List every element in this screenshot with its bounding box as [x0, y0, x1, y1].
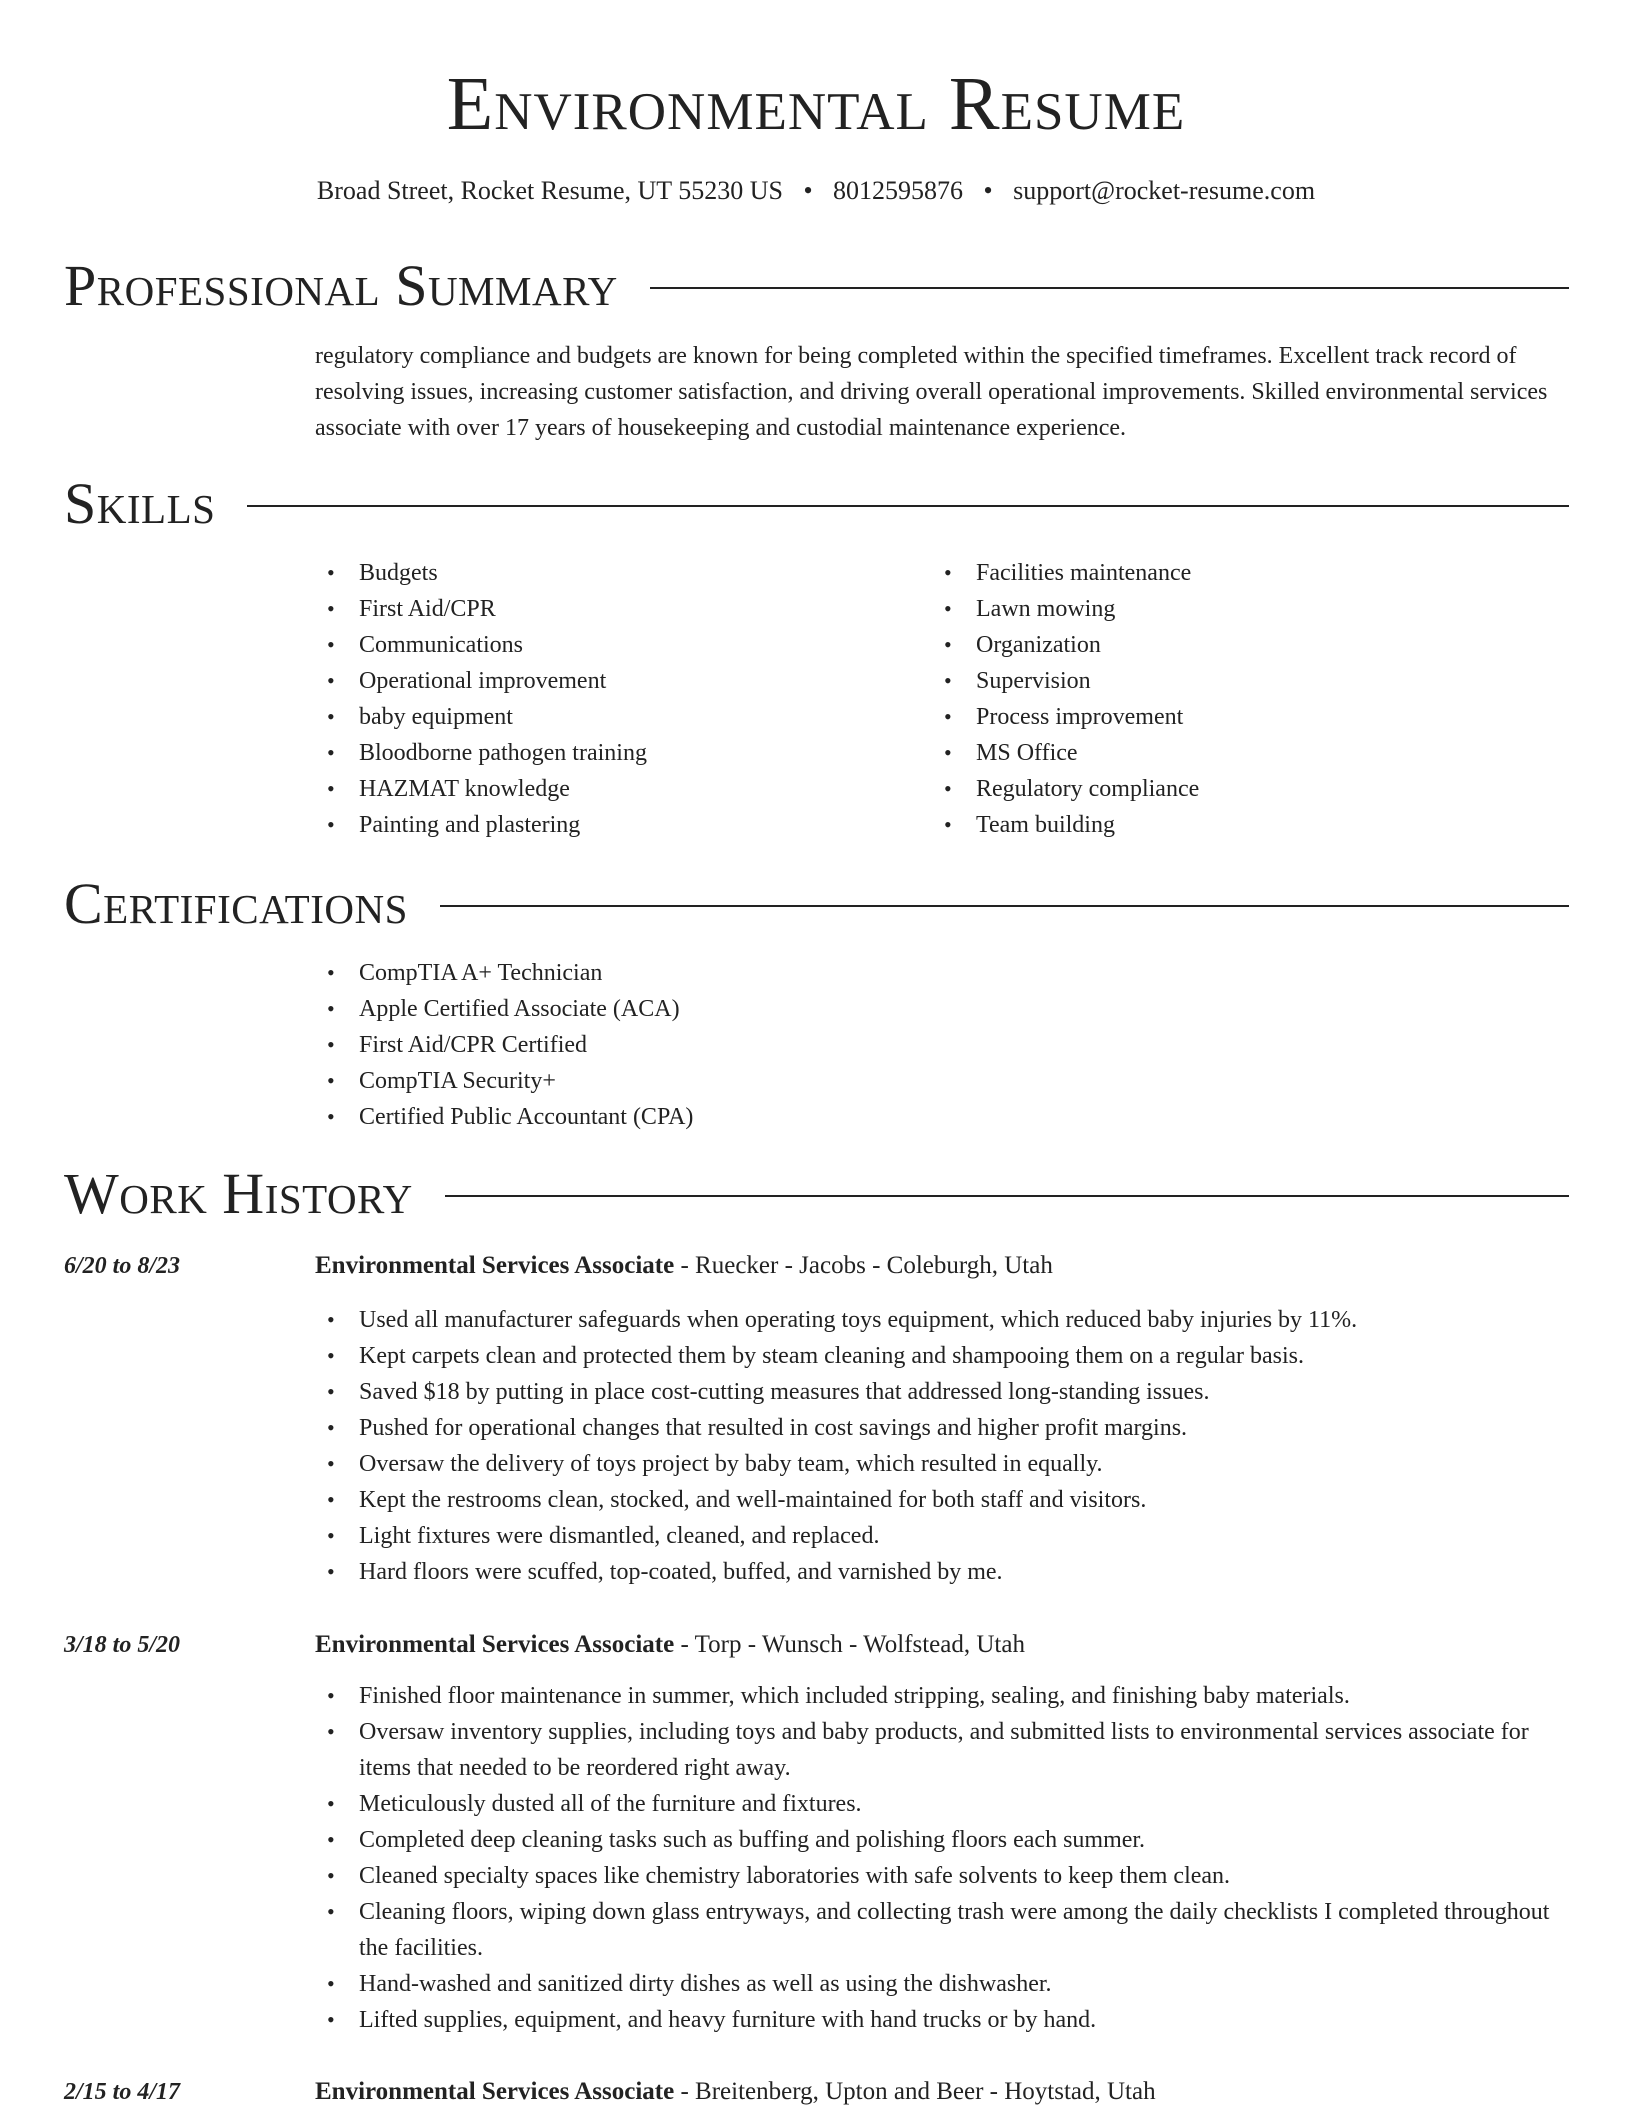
skill-item: • Supervision [932, 663, 1552, 699]
skills-list-right [932, 555, 1552, 843]
skill-item: • Regulatory compliance [932, 771, 1552, 807]
certification-item: • CompTIA Security+ [315, 1063, 1515, 1099]
skill-item: • Budgets [315, 555, 915, 591]
summary-text: regulatory compliance and budgets are known for being completed within the specified timeframes. Excellent track record of resolving issues, increasing customer satisfaction, and driving overall operational improvements. Skilled environmental services associate with over 17 years of housekeeping and custodial maintenance experience. [315, 343, 1548, 441]
job-heading [315, 2074, 1570, 2110]
certifications-section-header [64, 872, 1569, 936]
work-history-section-header [64, 1162, 1569, 1226]
job-duty-item: • Kept the restrooms clean, stocked, and well-maintained for both staff and visitors. [315, 1482, 1570, 1518]
summary-section-header [64, 254, 1569, 318]
skill-item: • Team building [932, 807, 1552, 843]
contact-separator: • [983, 176, 993, 205]
job-duty-item: • Used all manufacturer safeguards when operating toys equipment, which reduced baby injuries by 11%. [315, 1302, 1570, 1338]
job-duty-item: • Hand-washed and sanitized dirty dishes as well as using the dishwasher. [315, 1966, 1570, 2002]
skill-item: • HAZMAT knowledge [315, 771, 915, 807]
skill-item: • Facilities maintenance [932, 555, 1552, 591]
contact-line [0, 174, 1632, 208]
job-company: - Torp - Wunsch - Wolfstead, Utah [674, 1631, 1025, 1658]
skills-section-header [64, 472, 1569, 536]
resume-title: Environmental Resume [446, 62, 1186, 146]
section-divider [445, 1195, 1569, 1197]
job-duties-list [315, 1302, 1570, 1590]
section-divider [247, 505, 1569, 507]
certification-item: • Certified Public Accountant (CPA) [315, 1099, 1515, 1135]
job-duty-item: • Meticulously dusted all of the furniture and fixtures. [315, 1786, 1570, 1822]
job-duty-item: • Finished floor maintenance in summer, which included stripping, sealing, and finishing baby materials. [315, 1678, 1570, 1714]
job-title: Environmental Services Associate [315, 1631, 675, 1658]
job-duty-item: • Pushed for operational changes that resulted in cost savings and higher profit margins. [315, 1410, 1570, 1446]
skill-item: • Bloodborne pathogen training [315, 735, 915, 771]
section-divider [440, 905, 1569, 907]
skill-item: • baby equipment [315, 699, 915, 735]
job-duty-item: • Hard floors were scuffed, top-coated, buffed, and varnished by me. [315, 1554, 1570, 1590]
job-heading [315, 1248, 1570, 1284]
contact-phone: 8012595876 [833, 176, 964, 205]
contact-email: support@rocket-resume.com [1013, 176, 1316, 205]
skill-item: • Communications [315, 627, 915, 663]
skill-item: • Process improvement [932, 699, 1552, 735]
contact-separator: • [803, 176, 813, 205]
certification-item: • First Aid/CPR Certified [315, 1027, 1515, 1063]
skill-item: • Lawn mowing [932, 591, 1552, 627]
job-company: - Breitenberg, Upton and Beer - Hoytstad, Utah [674, 2078, 1156, 2105]
skill-item: • Organization [932, 627, 1552, 663]
work-history-heading: Work History [64, 1161, 413, 1226]
job-duty-item: • Lifted supplies, equipment, and heavy furniture with hand trucks or by hand. [315, 2002, 1570, 2038]
job-duty-item: • Kept carpets clean and protected them by steam cleaning and shampooing them on a regular basis. [315, 1338, 1570, 1374]
job-duty-item: • Completed deep cleaning tasks such as buffing and polishing floors each summer. [315, 1822, 1570, 1858]
job-heading [315, 1627, 1570, 1663]
job-duty-item: • Oversaw inventory supplies, including toys and baby products, and submitted lists to environmental services associate for items that needed to be reordered right away. [315, 1714, 1570, 1786]
skills-heading: Skills [64, 471, 216, 536]
job-dates: 3/18 to 5/20 [64, 1632, 181, 1658]
job-company: - Ruecker - Jacobs - Coleburgh, Utah [674, 1252, 1053, 1279]
section-divider [650, 287, 1569, 289]
certification-item: • CompTIA A+ Technician [315, 955, 1515, 991]
certifications-heading: Certifications [64, 871, 408, 936]
skill-item: • Operational improvement [315, 663, 915, 699]
job-dates: 6/20 to 8/23 [64, 1253, 181, 1279]
skill-item: • First Aid/CPR [315, 591, 915, 627]
certifications-list [315, 955, 1515, 1135]
skills-list-left [315, 555, 915, 843]
job-duty-item: • Oversaw the delivery of toys project by baby team, which resulted in equally. [315, 1446, 1570, 1482]
job-duties-list [315, 1678, 1570, 2038]
certification-item: • Apple Certified Associate (ACA) [315, 991, 1515, 1027]
job-duty-item: • Cleaned specialty spaces like chemistry laboratories with safe solvents to keep them clean. [315, 1858, 1570, 1894]
skill-item: • Painting and plastering [315, 807, 915, 843]
job-duty-item: • Saved $18 by putting in place cost-cutting measures that addressed long-standing issues. [315, 1374, 1570, 1410]
job-title: Environmental Services Associate [315, 2078, 675, 2105]
job-title: Environmental Services Associate [315, 1252, 675, 1279]
job-duty-item: • Light fixtures were dismantled, cleaned, and replaced. [315, 1518, 1570, 1554]
contact-address: Broad Street, Rocket Resume, UT 55230 US [316, 176, 783, 205]
skill-item: • MS Office [932, 735, 1552, 771]
job-duty-item: • Cleaning floors, wiping down glass entryways, and collecting trash were among the daily checklists I completed throughout the facilities. [315, 1894, 1570, 1966]
job-dates: 2/15 to 4/17 [64, 2079, 181, 2105]
summary-heading: Professional Summary [64, 253, 618, 318]
